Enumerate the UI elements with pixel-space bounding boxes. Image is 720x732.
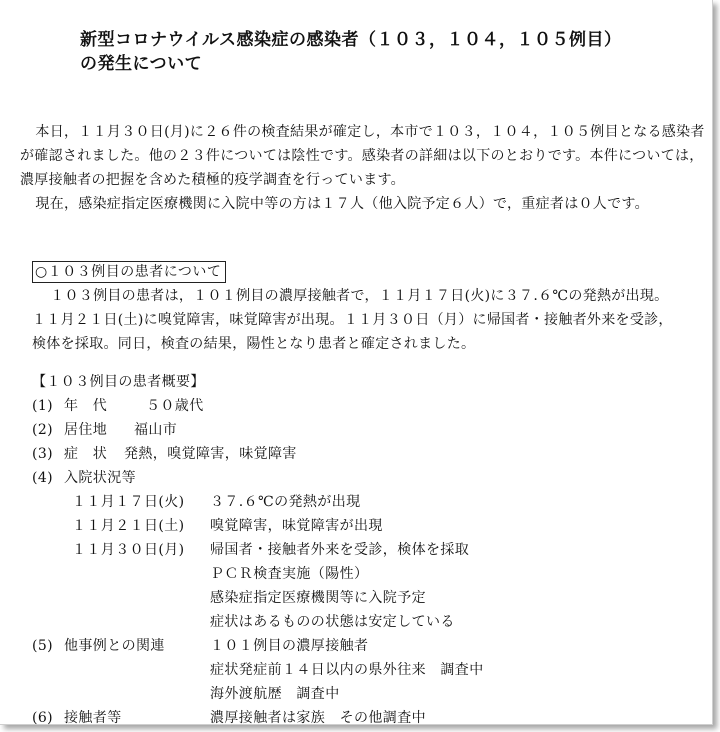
timeline-continuation-text: 感染症指定医療機関等に入院予定 [210,590,426,606]
item-label: 症 状 [64,446,108,462]
item-label: 入院状況等 [64,470,136,486]
item-value: ５０歳代 [146,398,204,414]
item-number: (5) [32,638,54,654]
title-line-2: の発生について [80,54,203,74]
timeline-event: 帰国者・接触者外来を受診，検体を採取 [210,542,470,558]
case-103-line-3: 検体を採取。同日，検査の結果，陽性となり患者と確定されました。 [32,336,476,352]
item-label: 接触者等 [64,710,122,726]
timeline-date: １１月１７日(火) [72,494,185,510]
case-103-summary [32,370,707,730]
title-line-1: 新型コロナウイルス感染症の感染者（１０３，１０４，１０５例目） [80,30,622,50]
item-number: (6) [32,710,54,726]
summary-heading [32,370,707,394]
relation-continuation-text: 症状発症前１４日以内の県外往来 調査中 [210,662,484,678]
item-label: 年 代 [64,398,108,414]
intro-section [20,120,710,216]
timeline-date: １１月２１日(土) [72,518,185,534]
page-title [80,28,700,76]
timeline-row [32,514,707,538]
relation-continuation [32,682,707,706]
timeline-continuation [32,610,707,634]
summary-item-contacts [32,706,707,730]
case-103-line-1: １０３例目の患者は，１０１例目の濃厚接触者で，１１月１７日(火)に３７.６℃の発熱が出現。 [50,288,669,304]
timeline-continuation-text: ＰＣＲ検査実施（陽性） [210,566,369,582]
timeline-date: １１月３０日(月) [72,542,185,558]
item-number: (1) [32,398,54,414]
item-label: 居住地 [64,422,108,438]
summary-item-residence [32,418,707,442]
relation-continuation [32,658,707,682]
summary-item-age [32,394,707,418]
timeline-event: ３７.６℃の発熱が出現 [210,494,361,510]
item-number: (3) [32,446,54,462]
item-number: (4) [32,470,54,486]
timeline-continuation [32,586,707,610]
summary-item-symptoms [32,442,707,466]
summary-item-hospital [32,466,707,490]
timeline-row [32,538,707,562]
timeline-event: 嗅覚障害，味覚障害が出現 [210,518,383,534]
item-value: 濃厚接触者は家族 その他調査中 [210,710,426,726]
item-number: (2) [32,422,54,438]
timeline-row [32,490,707,514]
summary-heading-text: 【１０３例目の患者概要】 [32,374,205,390]
timeline-continuation [32,562,707,586]
case-103-line-2: １１月２１日(土)に嗅覚障害，味覚障害が出現。１１月３０日（月）に帰国者・接触者外来を受診， [32,312,673,328]
item-label: 他事例との関連 [64,638,165,654]
case-103-section [32,260,707,356]
summary-item-relation [32,634,707,658]
intro-paragraph-1: 本日，１１月３０日(月)に２６件の検査結果が確定し，本市で１０３，１０４，１０５例目となる感染者が確認されました。他の２３件については陰性です。感染者の詳細は以下のとおりです。本件については，濃厚接触者の把握を含めた積極的疫学調査を行っています。 [20,124,705,188]
item-value: 発熱，嗅覚障害，味覚障害 [124,446,297,462]
case-103-heading: ○１０３例目の患者について [32,261,226,283]
item-value: １０１例目の濃厚接触者 [210,638,369,654]
relation-continuation-text: 海外渡航歴 調査中 [210,686,340,702]
timeline-continuation-text: 症状はあるものの状態は安定している [210,614,455,630]
item-value: 福山市 [134,422,178,438]
intro-paragraph-2: 現在，感染症指定医療機関に入院中等の方は１７人（他入院予定６人）で，重症者は０人です。 [35,196,649,212]
